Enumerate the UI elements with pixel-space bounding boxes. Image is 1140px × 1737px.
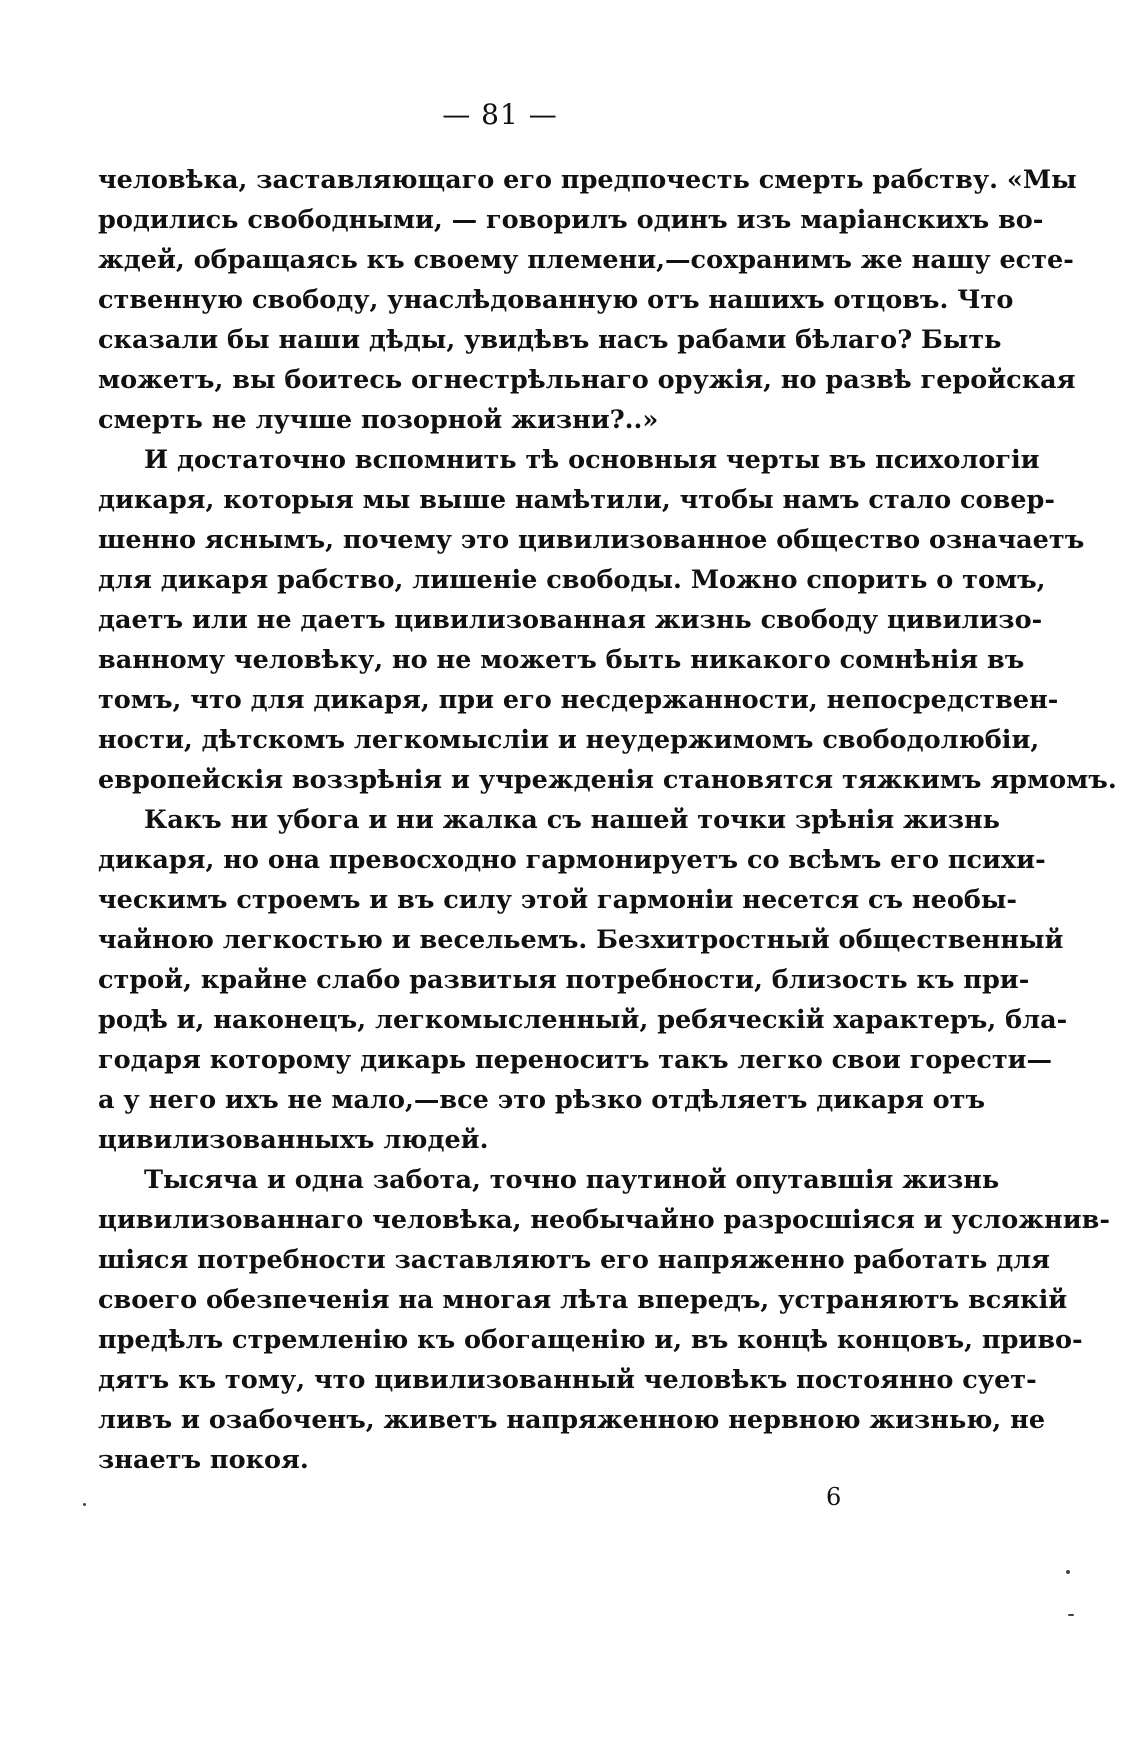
text-line: ливъ и озабоченъ, живетъ напряженною нервною жизнью, не	[98, 1405, 1046, 1435]
text-line: для дикаря рабство, лишеніе свободы. Можно спорить о томъ,	[98, 565, 1046, 595]
text-line: ванному человѣку, но не можетъ быть никакого сомнѣнія въ	[98, 645, 1025, 675]
text-line: родились свободными, — говорилъ одинъ изъ маріанскихъ во-	[98, 205, 1044, 235]
text-line: Какъ ни убога и ни жалка съ нашей точки зрѣнія жизнь	[144, 805, 1000, 835]
text-line: строй, крайне слабо развитыя потребности, близость къ при-	[98, 965, 1030, 995]
text-line: своего обезпеченія на многая лѣта впередъ, устраняютъ всякій	[98, 1285, 1068, 1315]
text-line: ственную свободу, унаслѣдованную отъ нашихъ отцовъ. Что	[98, 285, 1014, 315]
text-line: человѣка, заставляющаго его предпочесть смерть рабству. «Мы	[98, 165, 1077, 195]
text-line: дикаря, но она превосходно гармонируетъ со всѣмъ его психи-	[98, 845, 1046, 875]
text-line: шіяся потребности заставляютъ его напряженно работать для	[98, 1245, 1051, 1275]
text-line: ности, дѣтскомъ легкомысліи и неудержимомъ свободолюбіи,	[98, 725, 1040, 755]
text-line: цивилизованнаго человѣка, необычайно разросшіяся и усложнив-	[98, 1205, 1110, 1235]
text-line: дикаря, которыя мы выше намѣтили, чтобы намъ стало совер-	[98, 485, 1055, 515]
text-line: ждей, обращаясь къ своему племени,—сохранимъ же нашу есте-	[98, 245, 1074, 275]
paragraph-3	[98, 800, 1068, 1160]
scan-speck	[83, 1503, 86, 1506]
body-text	[98, 160, 1117, 1480]
paragraph-1	[98, 160, 1077, 440]
text-line: Тысяча и одна забота, точно паутиной опутавшія жизнь	[144, 1165, 1000, 1195]
paragraph-4	[98, 1160, 1110, 1480]
text-line: даетъ или не даетъ цивилизованная жизнь свободу цивилизо-	[98, 605, 1043, 635]
paragraph-2	[98, 440, 1117, 800]
text-line: томъ, что для дикаря, при его несдержанности, непосредствен-	[98, 685, 1059, 715]
text-line: шенно яснымъ, почему это цивилизованное общество означаетъ	[98, 525, 1085, 555]
text-line: И достаточно вспомнить тѣ основныя черты въ психологіи	[144, 445, 1040, 475]
text-line: европейскія воззрѣнія и учрежденія становятся тяжкимъ ярмомъ.	[98, 765, 1117, 795]
text-line: годаря которому дикарь переноситъ такъ легко свои горести—	[98, 1045, 1053, 1075]
text-line: ческимъ строемъ и въ силу этой гармоніи несется съ необы-	[98, 885, 1017, 915]
text-line: сказали бы наши дѣды, увидѣвъ насъ рабами бѣлаго? Быть	[98, 325, 1002, 355]
scan-speck	[1068, 1614, 1074, 1616]
text-line: смерть не лучше позорной жизни?..»	[98, 405, 659, 435]
text-line: знаетъ покоя.	[98, 1445, 309, 1475]
text-line: дятъ къ тому, что цивилизованный человѣкъ постоянно сует-	[98, 1365, 1037, 1395]
text-line: можетъ, вы боитесь огнестрѣльнаго оружія, но развѣ геройская	[98, 365, 1076, 395]
text-line: родѣ и, наконецъ, легкомысленный, ребяческій характеръ, бла-	[98, 1005, 1068, 1035]
scan-speck	[1066, 1570, 1070, 1574]
text-line: а у него ихъ не мало,—все это рѣзко отдѣляетъ дикаря отъ	[98, 1085, 986, 1115]
text-line: чайною легкостью и весельемъ. Безхитростный общественный	[98, 925, 1064, 955]
text-line: цивилизованныхъ людей.	[98, 1125, 489, 1155]
text-line: предѣлъ стремленію къ обогащенію и, въ концѣ концовъ, приво-	[98, 1325, 1083, 1355]
signature-mark: 6	[826, 1483, 842, 1511]
page-number-header: — 81 —	[442, 98, 558, 131]
